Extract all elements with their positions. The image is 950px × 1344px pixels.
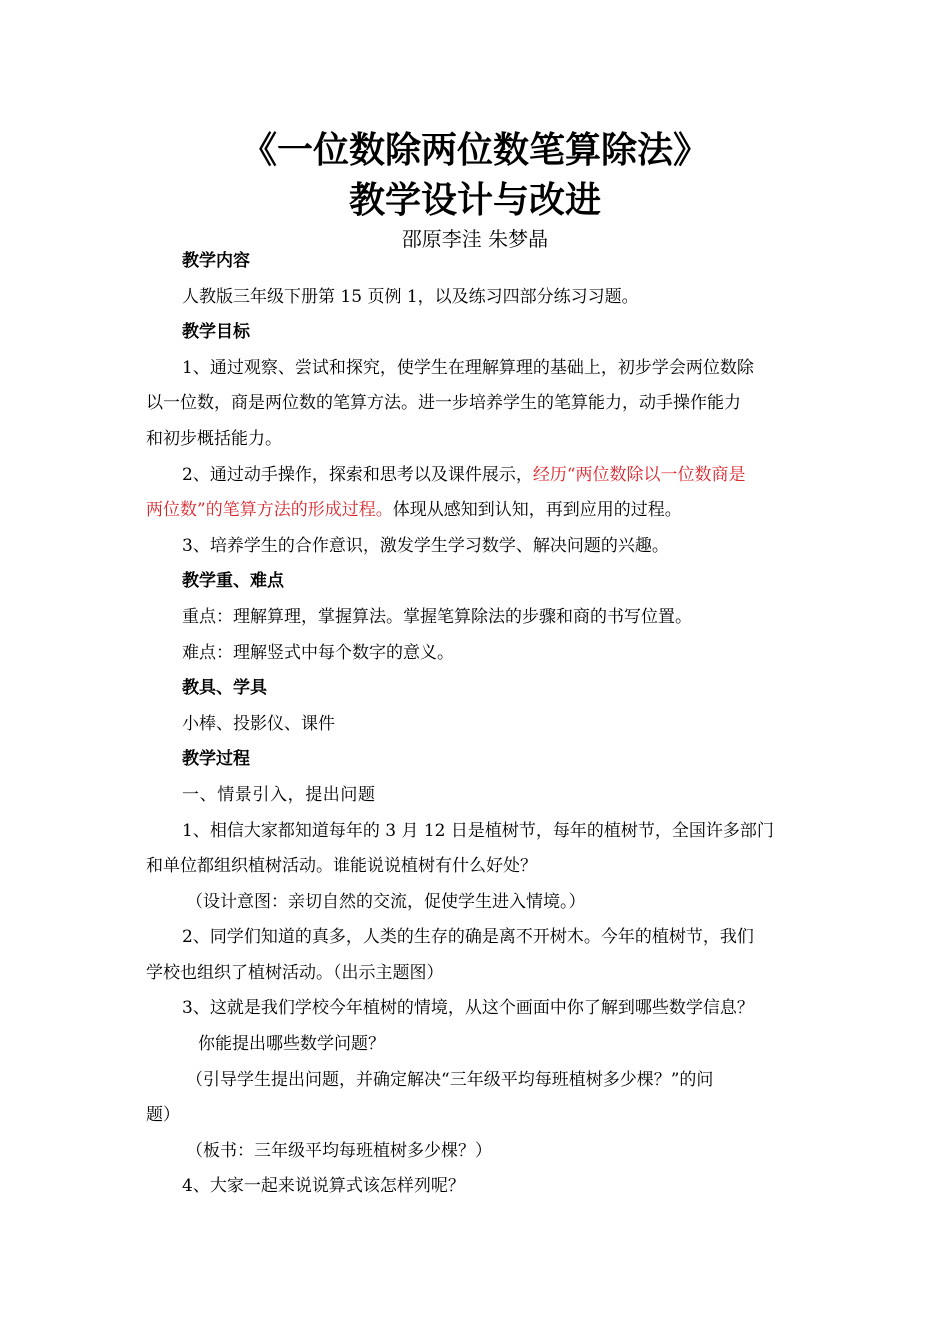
document-body (146, 244, 812, 1205)
difficult-point-text: 难点：理解竖式中每个数字的意义。 (182, 642, 454, 663)
goal1-line1: 1、通过观察、尝试和探究，使学生在理解算理的基础上，初步学会两位数除 (182, 357, 754, 378)
paragraph2-line2: 学校也组织了植树活动。（出示主题图） (146, 962, 444, 983)
heading-teaching-goals: 教学目标 (182, 322, 250, 343)
paragraph3-line1: 3、这就是我们学校今年植树的情境，从这个画面中你了解到哪些数学信息？ (182, 998, 754, 1019)
process-step1-title: 一、情景引入，提出问题 (182, 784, 376, 805)
paragraph2-line1: 2、同学们知道的真多，人类的生存的确是离不开树木。今年的植树节，我们 (182, 927, 754, 948)
goal2-line2-highlight: 两位数”的笔算方法的形成过程。 (146, 500, 393, 521)
paragraph3-note-line2: 题） (146, 1105, 180, 1126)
goal1-line2: 以一位数，商是两位数的笔算方法。进一步培养学生的笔算能力，动手操作能力 (146, 393, 741, 414)
heading-key-points: 教学重、难点 (182, 571, 284, 592)
heading-tools: 教具、学具 (182, 678, 267, 699)
paragraph3-note-line1: （引导学生提出问题，并确定解决“三年级平均每班植树多少棵？”的问 (186, 1069, 714, 1090)
tools-text: 小棒、投影仪、课件 (182, 713, 335, 734)
goal3: 3、培养学生的合作意识，激发学生学习数学、解决问题的兴趣。 (182, 535, 669, 556)
teaching-content-text: 人教版三年级下册第 15 页例 1，以及练习四部分练习习题。 (182, 286, 639, 307)
goal2-line2 (146, 493, 812, 529)
paragraph1-line2: 和单位都组织植树活动。谁能说说植树有什么好处？ (146, 856, 537, 877)
document-title-line1: 《一位数除两位数笔算除法》 (240, 129, 709, 171)
paragraph3-board-note: （板书：三年级平均每班植树多少棵？） (186, 1140, 492, 1161)
goal1-line3: 和初步概括能力。 (146, 428, 282, 449)
goal2-line1 (146, 458, 812, 494)
goal2-line1-highlight: 经历“两位数除以一位数商是 (532, 464, 746, 485)
paragraph4-line1: 4、大家一起来说说算式该怎样列呢？ (182, 1176, 465, 1197)
goal2-line1-normal: 2、通过动手操作，探索和思考以及课件展示， (182, 464, 533, 485)
paragraph3-line2: 你能提出哪些数学问题？ (198, 1034, 385, 1055)
heading-teaching-process: 教学过程 (182, 749, 250, 770)
document-title-line2: 教学设计与改进 (348, 179, 601, 221)
document-authors: 邵原李洼 朱梦晶 (401, 227, 549, 251)
paragraph1-note: （设计意图：亲切自然的交流，促使学生进入情境。） (186, 891, 586, 912)
heading-teaching-content: 教学内容 (182, 251, 250, 271)
key-point-text: 重点：理解算理，掌握算法。掌握笔算除法的步骤和商的书写位置。 (182, 606, 692, 627)
paragraph1-line1: 1、相信大家都知道每年的 3 月 12 日是植树节，每年的植树节，全国许多部门 (182, 820, 774, 841)
goal2-line2-normal: 体现从感知到认知，再到应用的过程。 (392, 500, 682, 521)
